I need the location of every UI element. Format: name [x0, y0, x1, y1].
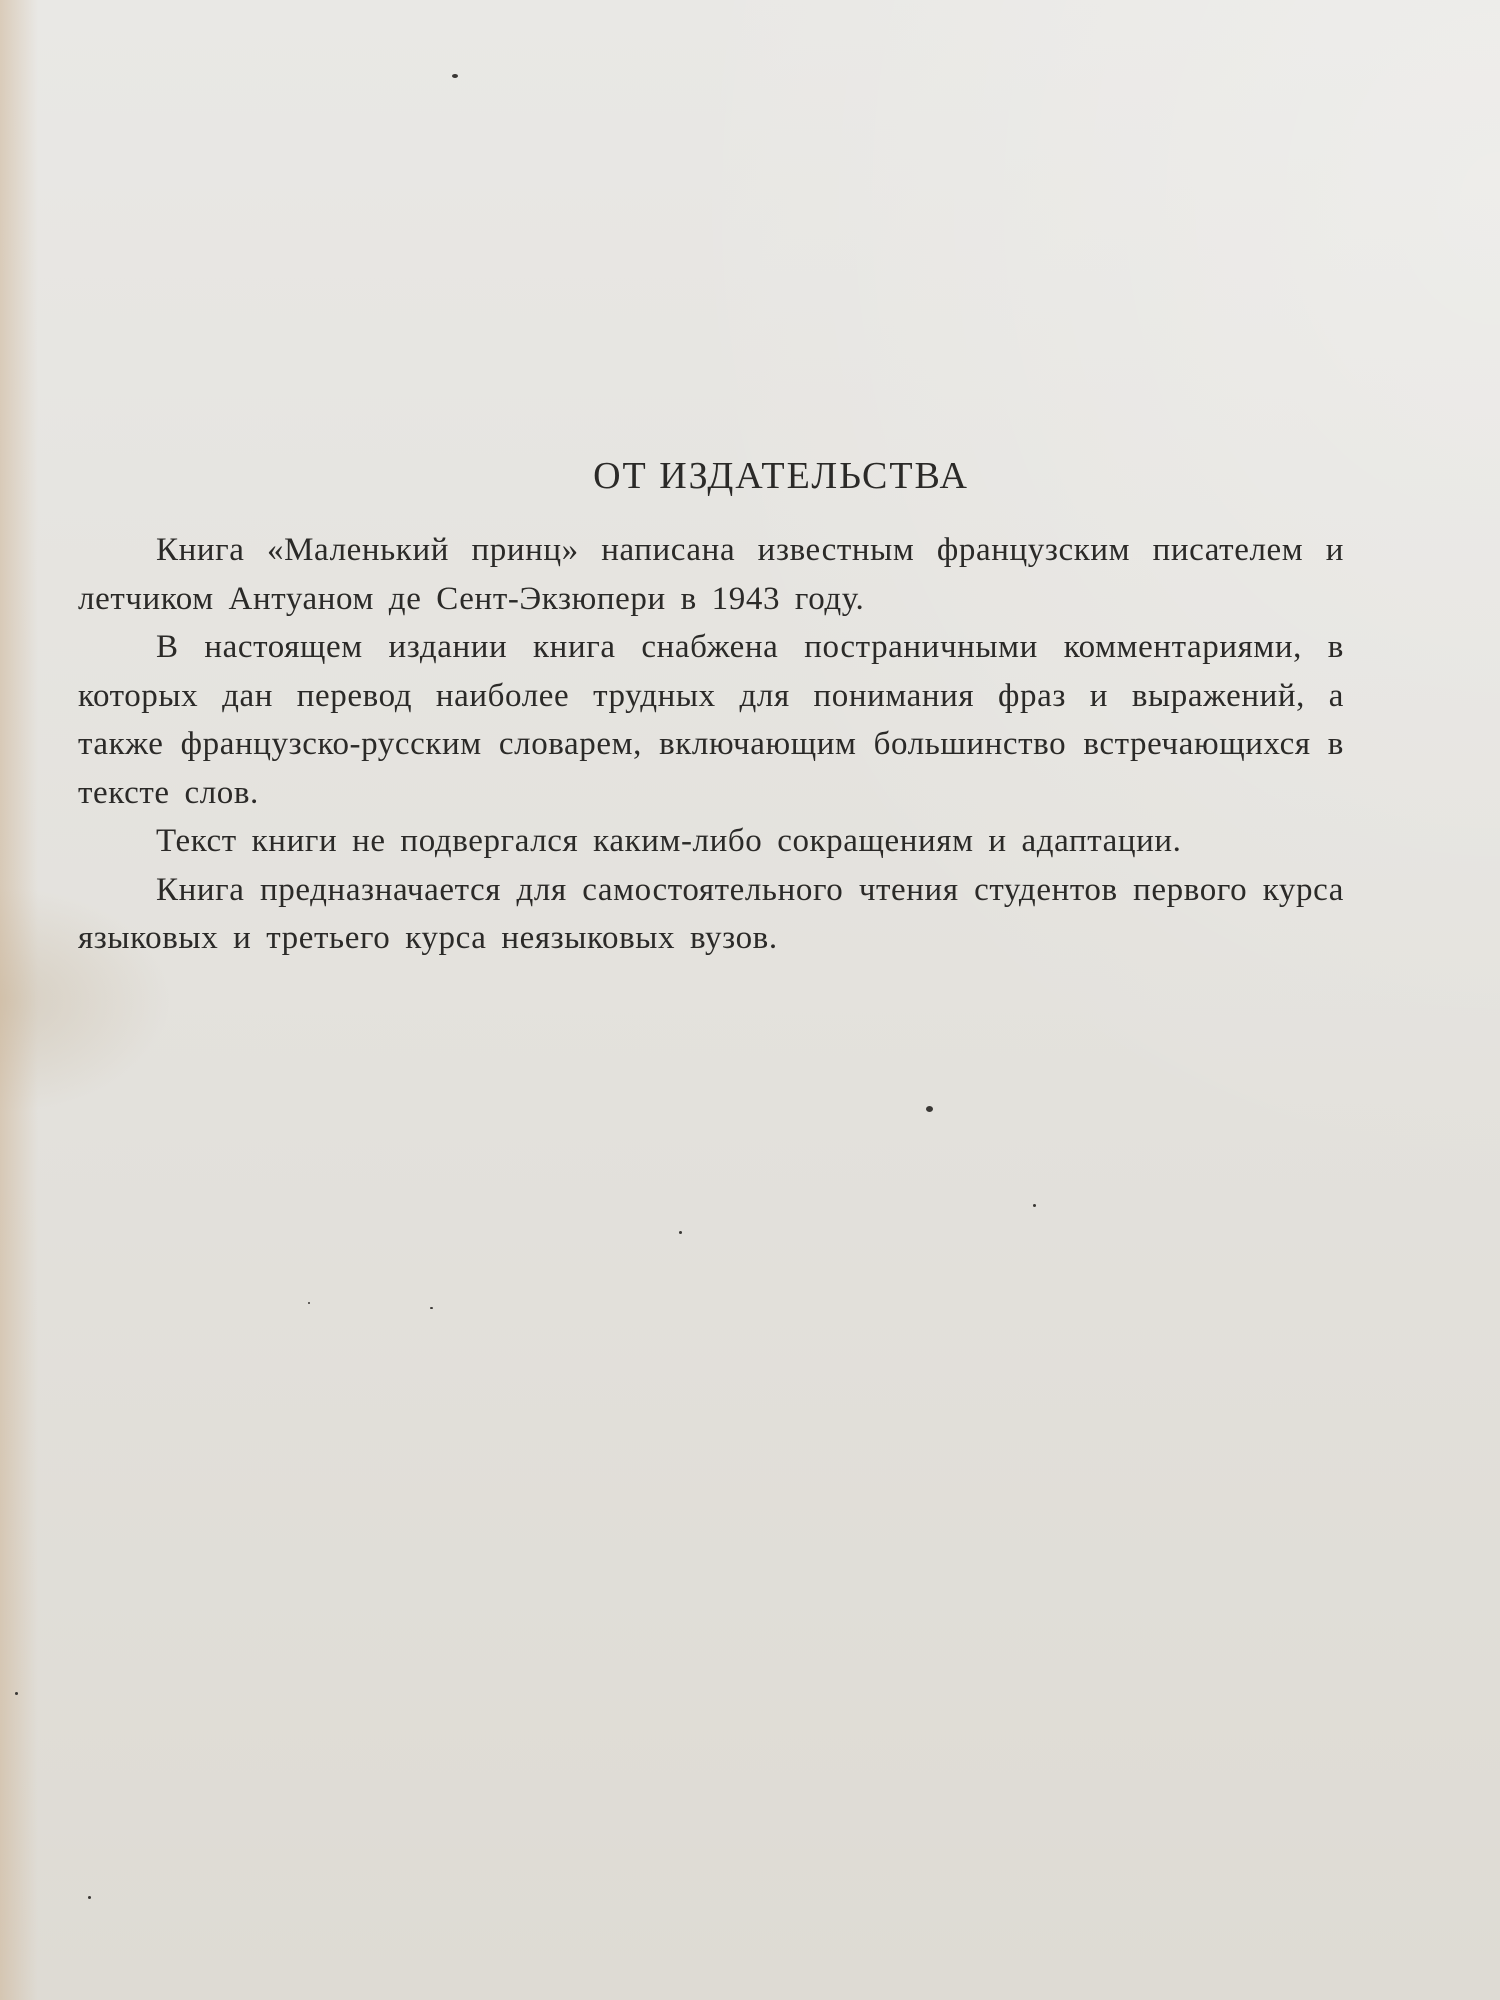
- paper-speck: [430, 1307, 433, 1309]
- paper-speck: [1033, 1204, 1036, 1207]
- paper-speck: [15, 1692, 18, 1695]
- paragraph-4: Книга предназначается для самостоятельного чтения студентов первого курса языковых и третьего курса неязыковых вузов.: [78, 871, 1344, 956]
- paper-speck: [452, 74, 458, 78]
- page-title: ОТ ИЗДАТЕЛЬСТВА: [593, 455, 969, 497]
- paragraph-3: Текст книги не подвергался каким-либо сокращениям и адаптации.: [156, 823, 1182, 859]
- paragraph-1: Книга «Маленький принц» написана известным французским писателем и летчиком Антуаном де Сент-Экзюпери в 1943 году.: [78, 532, 1344, 617]
- paper-speck: [926, 1106, 933, 1112]
- paragraph-2: В настоящем издании книга снабжена постраничными комментариями, в которых дан перевод наиболее трудных для понимания фраз и выражений, а также французско-русским словарем, включающим большинство встречающихся в тексте слов.: [78, 629, 1344, 811]
- paper-speck: [679, 1231, 682, 1234]
- page-edge-shadow: [0, 0, 38, 2000]
- paper-speck: [88, 1896, 91, 1899]
- publisher-note: [78, 448, 1344, 963]
- paper-speck: [308, 1302, 310, 1304]
